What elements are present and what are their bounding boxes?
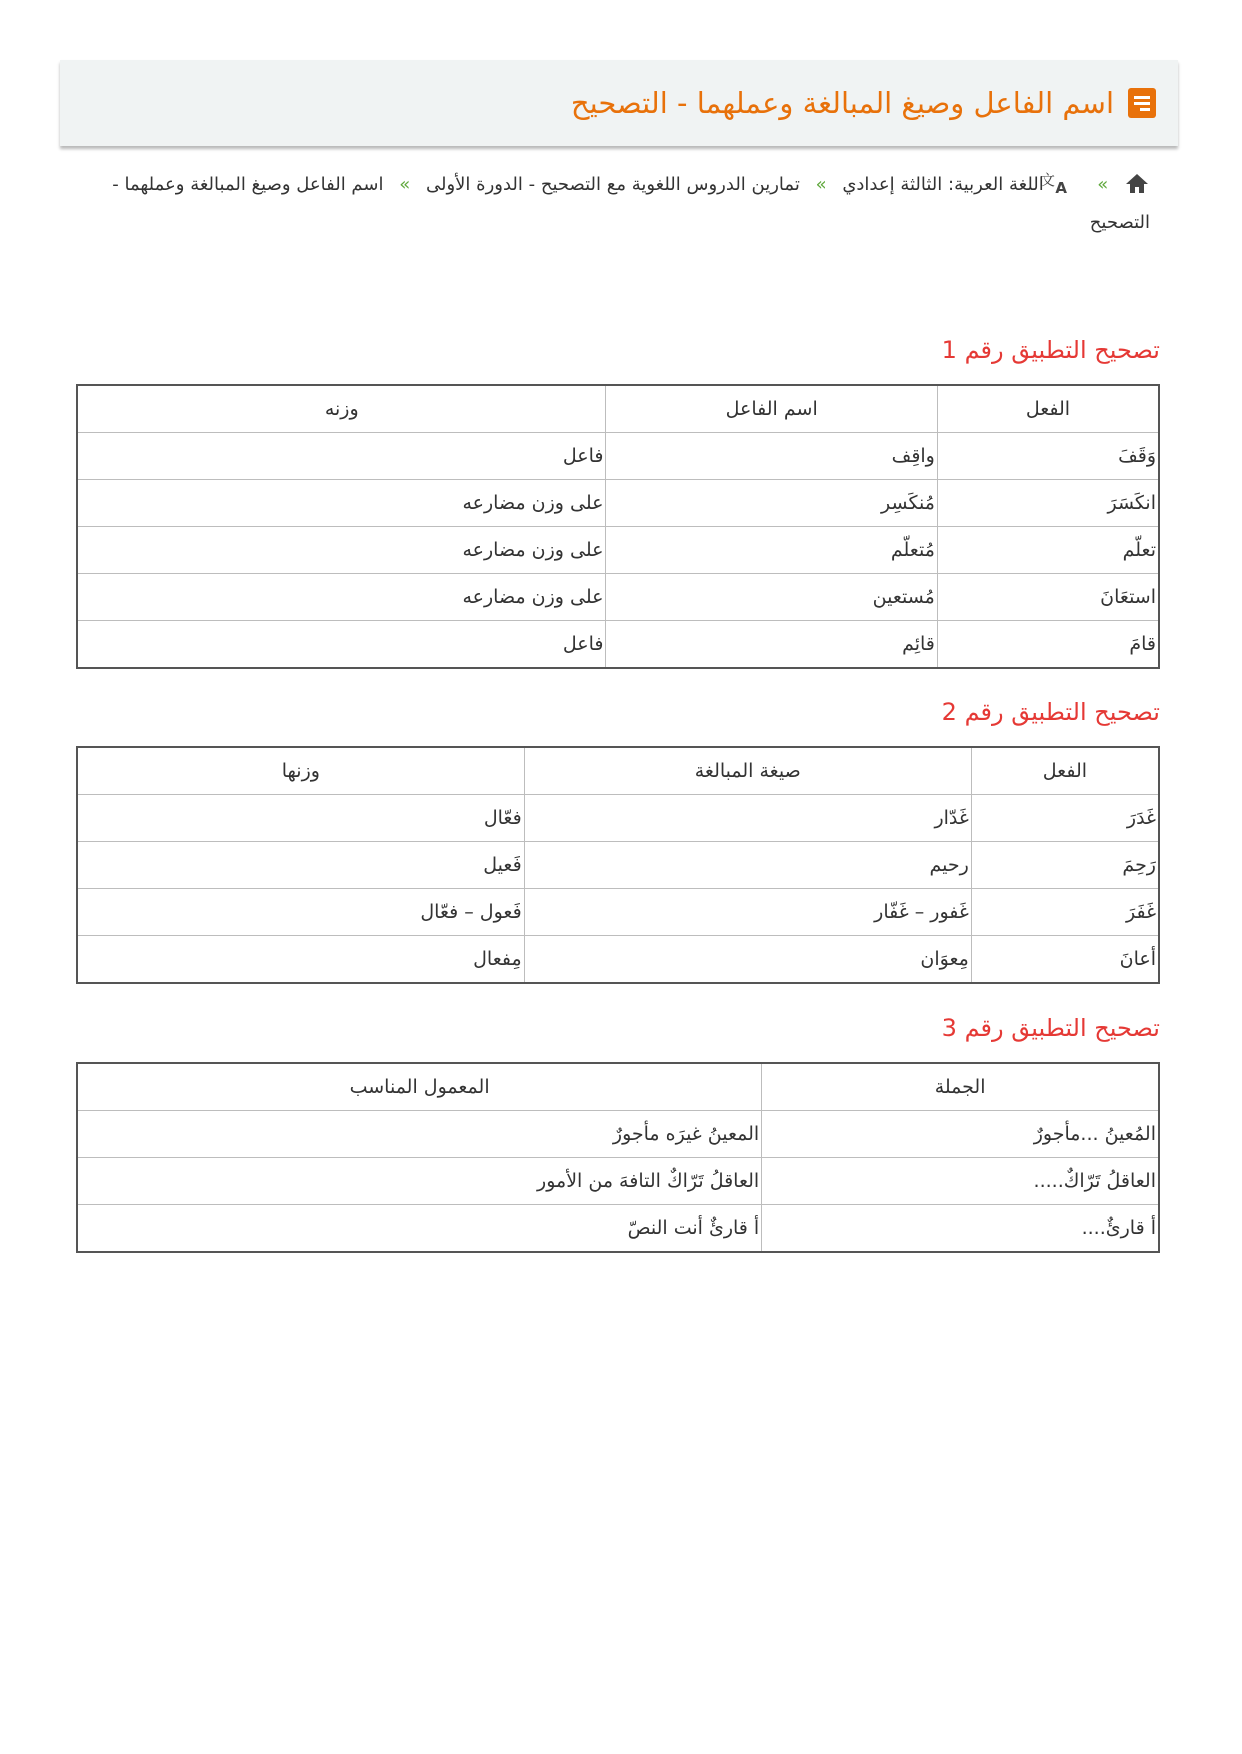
table-cell: على وزن مضارعه — [77, 574, 606, 621]
column-header: الفعل — [937, 385, 1159, 433]
table-cell: رحيم — [524, 842, 971, 889]
table-application-1 — [76, 384, 1160, 669]
column-header: الجملة — [762, 1063, 1159, 1111]
svg-text:文: 文 — [1039, 171, 1055, 189]
home-icon[interactable] — [1124, 172, 1150, 194]
column-header: اسم الفاعل — [606, 385, 937, 433]
table-cell: مُستعين — [606, 574, 937, 621]
breadcrumb-separator: » — [815, 174, 827, 195]
table-cell: على وزن مضارعه — [77, 527, 606, 574]
table-row — [77, 527, 1159, 574]
table-application-2 — [76, 746, 1160, 984]
breadcrumb-item-grade[interactable]: اللغة العربية: الثالثة إعدادي — [842, 174, 1044, 195]
table-row — [77, 795, 1159, 842]
table-cell: انكَسَرَ — [937, 480, 1159, 527]
table-cell: مُنكَسِر — [606, 480, 937, 527]
column-header: صيغة المبالغة — [524, 747, 971, 795]
table-cell: المُعينُ ...مأجورٌ — [762, 1111, 1159, 1158]
table-cell: غَدَرَ — [971, 795, 1159, 842]
page-header — [60, 60, 1178, 146]
table-cell: فعّال — [77, 795, 524, 842]
table-row — [77, 936, 1159, 984]
table-cell: واقِف — [606, 433, 937, 480]
table-cell: فاعل — [77, 433, 606, 480]
table-row — [77, 621, 1159, 669]
translate-icon — [1039, 171, 1082, 197]
table-row — [77, 433, 1159, 480]
table-cell: غَفور – غَفّار — [524, 889, 971, 936]
table-header-row — [77, 747, 1159, 795]
table-row — [77, 1205, 1159, 1253]
column-header: وزنه — [77, 385, 606, 433]
breadcrumb — [90, 166, 1150, 242]
table-cell: أعانَ — [971, 936, 1159, 984]
table-cell: غَفَرَ — [971, 889, 1159, 936]
column-header: وزنها — [77, 747, 524, 795]
table-header-row — [77, 1063, 1159, 1111]
table-row — [77, 889, 1159, 936]
table-cell: وَقَفَ — [937, 433, 1159, 480]
table-cell: العاقلُ تَرّاكٌ..... — [762, 1158, 1159, 1205]
breadcrumb-item-current: اسم الفاعل وصيغ المبالغة وعملهما - التصحيح — [112, 174, 1150, 233]
breadcrumb-separator: » — [399, 174, 411, 195]
page-title: اسم الفاعل وصيغ المبالغة وعملهما - التصحيح — [570, 85, 1114, 120]
table-cell: أ قارئٌ أنت النصّ — [77, 1205, 762, 1253]
table-cell: على وزن مضارعه — [77, 480, 606, 527]
section-title-2: تصحيح التطبيق رقم 2 — [941, 698, 1160, 726]
table-application-3 — [76, 1062, 1160, 1253]
table-cell: مُتعلّم — [606, 527, 937, 574]
table-cell: مِفعال — [77, 936, 524, 984]
breadcrumb-separator: » — [1097, 174, 1109, 195]
table-row — [77, 842, 1159, 889]
table-cell: غَدّار — [524, 795, 971, 842]
table-cell: استعَانَ — [937, 574, 1159, 621]
table-row — [77, 480, 1159, 527]
table-cell: مِعوَان — [524, 936, 971, 984]
breadcrumb-item-exercises[interactable]: تمارين الدروس اللغوية مع التصحيح - الدورة الأولى — [425, 174, 800, 195]
section-title-1: تصحيح التطبيق رقم 1 — [941, 336, 1160, 364]
column-header: المعمول المناسب — [77, 1063, 762, 1111]
table-cell: المعينُ غيرَه مأجورٌ — [77, 1111, 762, 1158]
table-cell: قائِم — [606, 621, 937, 669]
column-header: الفعل — [971, 747, 1159, 795]
table-cell: فَعيل — [77, 842, 524, 889]
table-row — [77, 1111, 1159, 1158]
table-cell: العاقلُ تَرّاكٌ التافهَ من الأمور — [77, 1158, 762, 1205]
table-cell: فاعل — [77, 621, 606, 669]
section-title-3: تصحيح التطبيق رقم 3 — [941, 1014, 1160, 1042]
table-cell: قامَ — [937, 621, 1159, 669]
table-cell: رَحِمَ — [971, 842, 1159, 889]
table-cell: فَعول – فعّال — [77, 889, 524, 936]
table-row — [77, 1158, 1159, 1205]
svg-text:A: A — [1054, 179, 1067, 197]
table-cell: أ قارئٌ.... — [762, 1205, 1159, 1253]
table-header-row — [77, 385, 1159, 433]
document-icon — [1128, 88, 1156, 118]
table-row — [77, 574, 1159, 621]
table-cell: تعلّم — [937, 527, 1159, 574]
